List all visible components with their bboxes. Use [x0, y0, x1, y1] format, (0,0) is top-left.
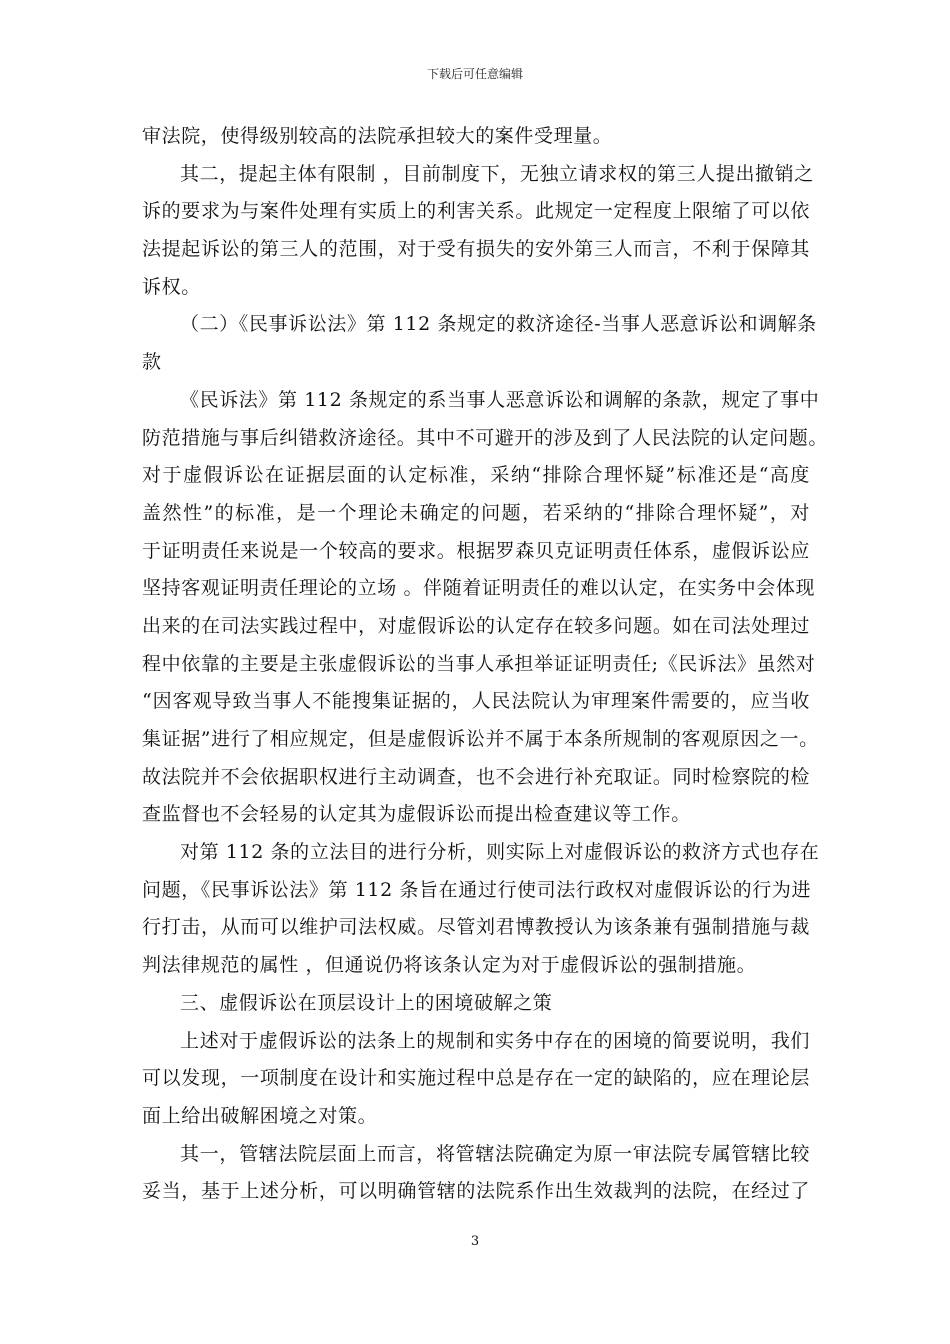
text-line: 集证据”进行了相应规定，但是虚假诉讼并不属于本条所规制的客观原因之一。 [142, 728, 819, 750]
text-line: 《民诉法》第 112 条规定的系当事人恶意诉讼和调解的条款，规定了事中 [180, 388, 820, 411]
text-line: 于证明责任来说是一个较高的要求。根据罗森贝克证明责任体系，虚假诉讼应 [142, 539, 810, 562]
text-line: 问题，《民事诉讼法》第 112 条旨在通过行使司法行政权对虚假诉讼的行为进 [142, 878, 812, 901]
text-line: 故法院并不会依据职权进行主动调查，也不会进行补充取证。同时检察院的检 [142, 765, 810, 788]
text-line: 行打击，从而可以维护司法权威。尽管刘君博教授认为该条兼有强制措施与裁 [142, 916, 810, 939]
text-line: 诉的要求为与案件处理有实质上的利害关系。此规定一定程度上限缩了可以依 [142, 200, 810, 223]
text-line: 对于虚假诉讼在证据层面的认定标准，采纳“排除合理怀疑”标准还是“高度 [142, 464, 810, 487]
text-line: 查监督也不会轻易的认定其为虚假诉讼而提出检查建议等工作。 [142, 803, 691, 826]
text-line: 对第 112 条的立法目的进行分析，则实际上对虚假诉讼的救济方式也存在 [180, 841, 820, 864]
text-line: 可以发现，一项制度在设计和实施过程中总是存在一定的缺陷的，应在理论层 [142, 1067, 810, 1090]
text-line: 出来的在司法实践过程中，对虚假诉讼的认定存在较多问题。如在司法处理过 [142, 614, 810, 637]
text-line: 其一，管辖法院层面上而言，将管辖法院确定为原一审法院专属管辖比较 [180, 1142, 810, 1165]
text-line: 三、虚假诉讼在顶层设计上的困境破解之策 [180, 991, 553, 1014]
text-line: 妥当，基于上述分析，可以明确管辖的法院系作出生效裁判的法院，在经过了 [142, 1180, 810, 1203]
text-line: 判法律规范的属性 ，但通说仍将该条认定为对于虚假诉讼的强制措施。 [142, 954, 757, 977]
text-line: 款 [142, 351, 162, 374]
text-line: 审法院，使得级别较高的法院承担较大的案件受理量。 [142, 125, 613, 147]
text-line: 法提起诉讼的第三人的范围，对于受有损失的安外第三人而言，不利于保障其 [142, 238, 810, 261]
page-number: 3 [470, 1234, 480, 1249]
text-line: 盖然性”的标准，是一个理论未确定的问题，若采纳的“排除合理怀疑”，对 [142, 501, 810, 524]
text-line: 坚持客观证明责任理论的立场 。伴随着证明责任的难以认定，在实务中会体现 [142, 577, 816, 600]
text-line: 面上给出破解困境之对策。 [142, 1104, 378, 1127]
text-line: 诉权。 [142, 275, 201, 298]
text-line: “因客观导致当事人不能搜集证据的，人民法院认为审理案件需要的，应当收 [142, 690, 810, 713]
text-line: 上述对于虚假诉讼的法条上的规制和实务中存在的困境的简要说明，我们 [180, 1029, 810, 1052]
text-line: 防范措施与事后纠错救济途径。其中不可避开的涉及到了人民法院的认定问题。 [142, 426, 829, 449]
text-line: 程中依靠的主要是主张虚假诉讼的当事人承担举证证明责任;《民诉法》虽然对 [142, 652, 816, 675]
text-line: （二）《民事诉讼法》第 112 条规定的救济途径-当事人恶意诉讼和调解条 [180, 313, 817, 336]
document-body [142, 118, 829, 1211]
page-header: 下载后可任意编辑 [426, 67, 523, 81]
text-line: 其二，提起主体有限制 ，目前制度下，无独立请求权的第三人提出撤销之 [180, 162, 814, 185]
